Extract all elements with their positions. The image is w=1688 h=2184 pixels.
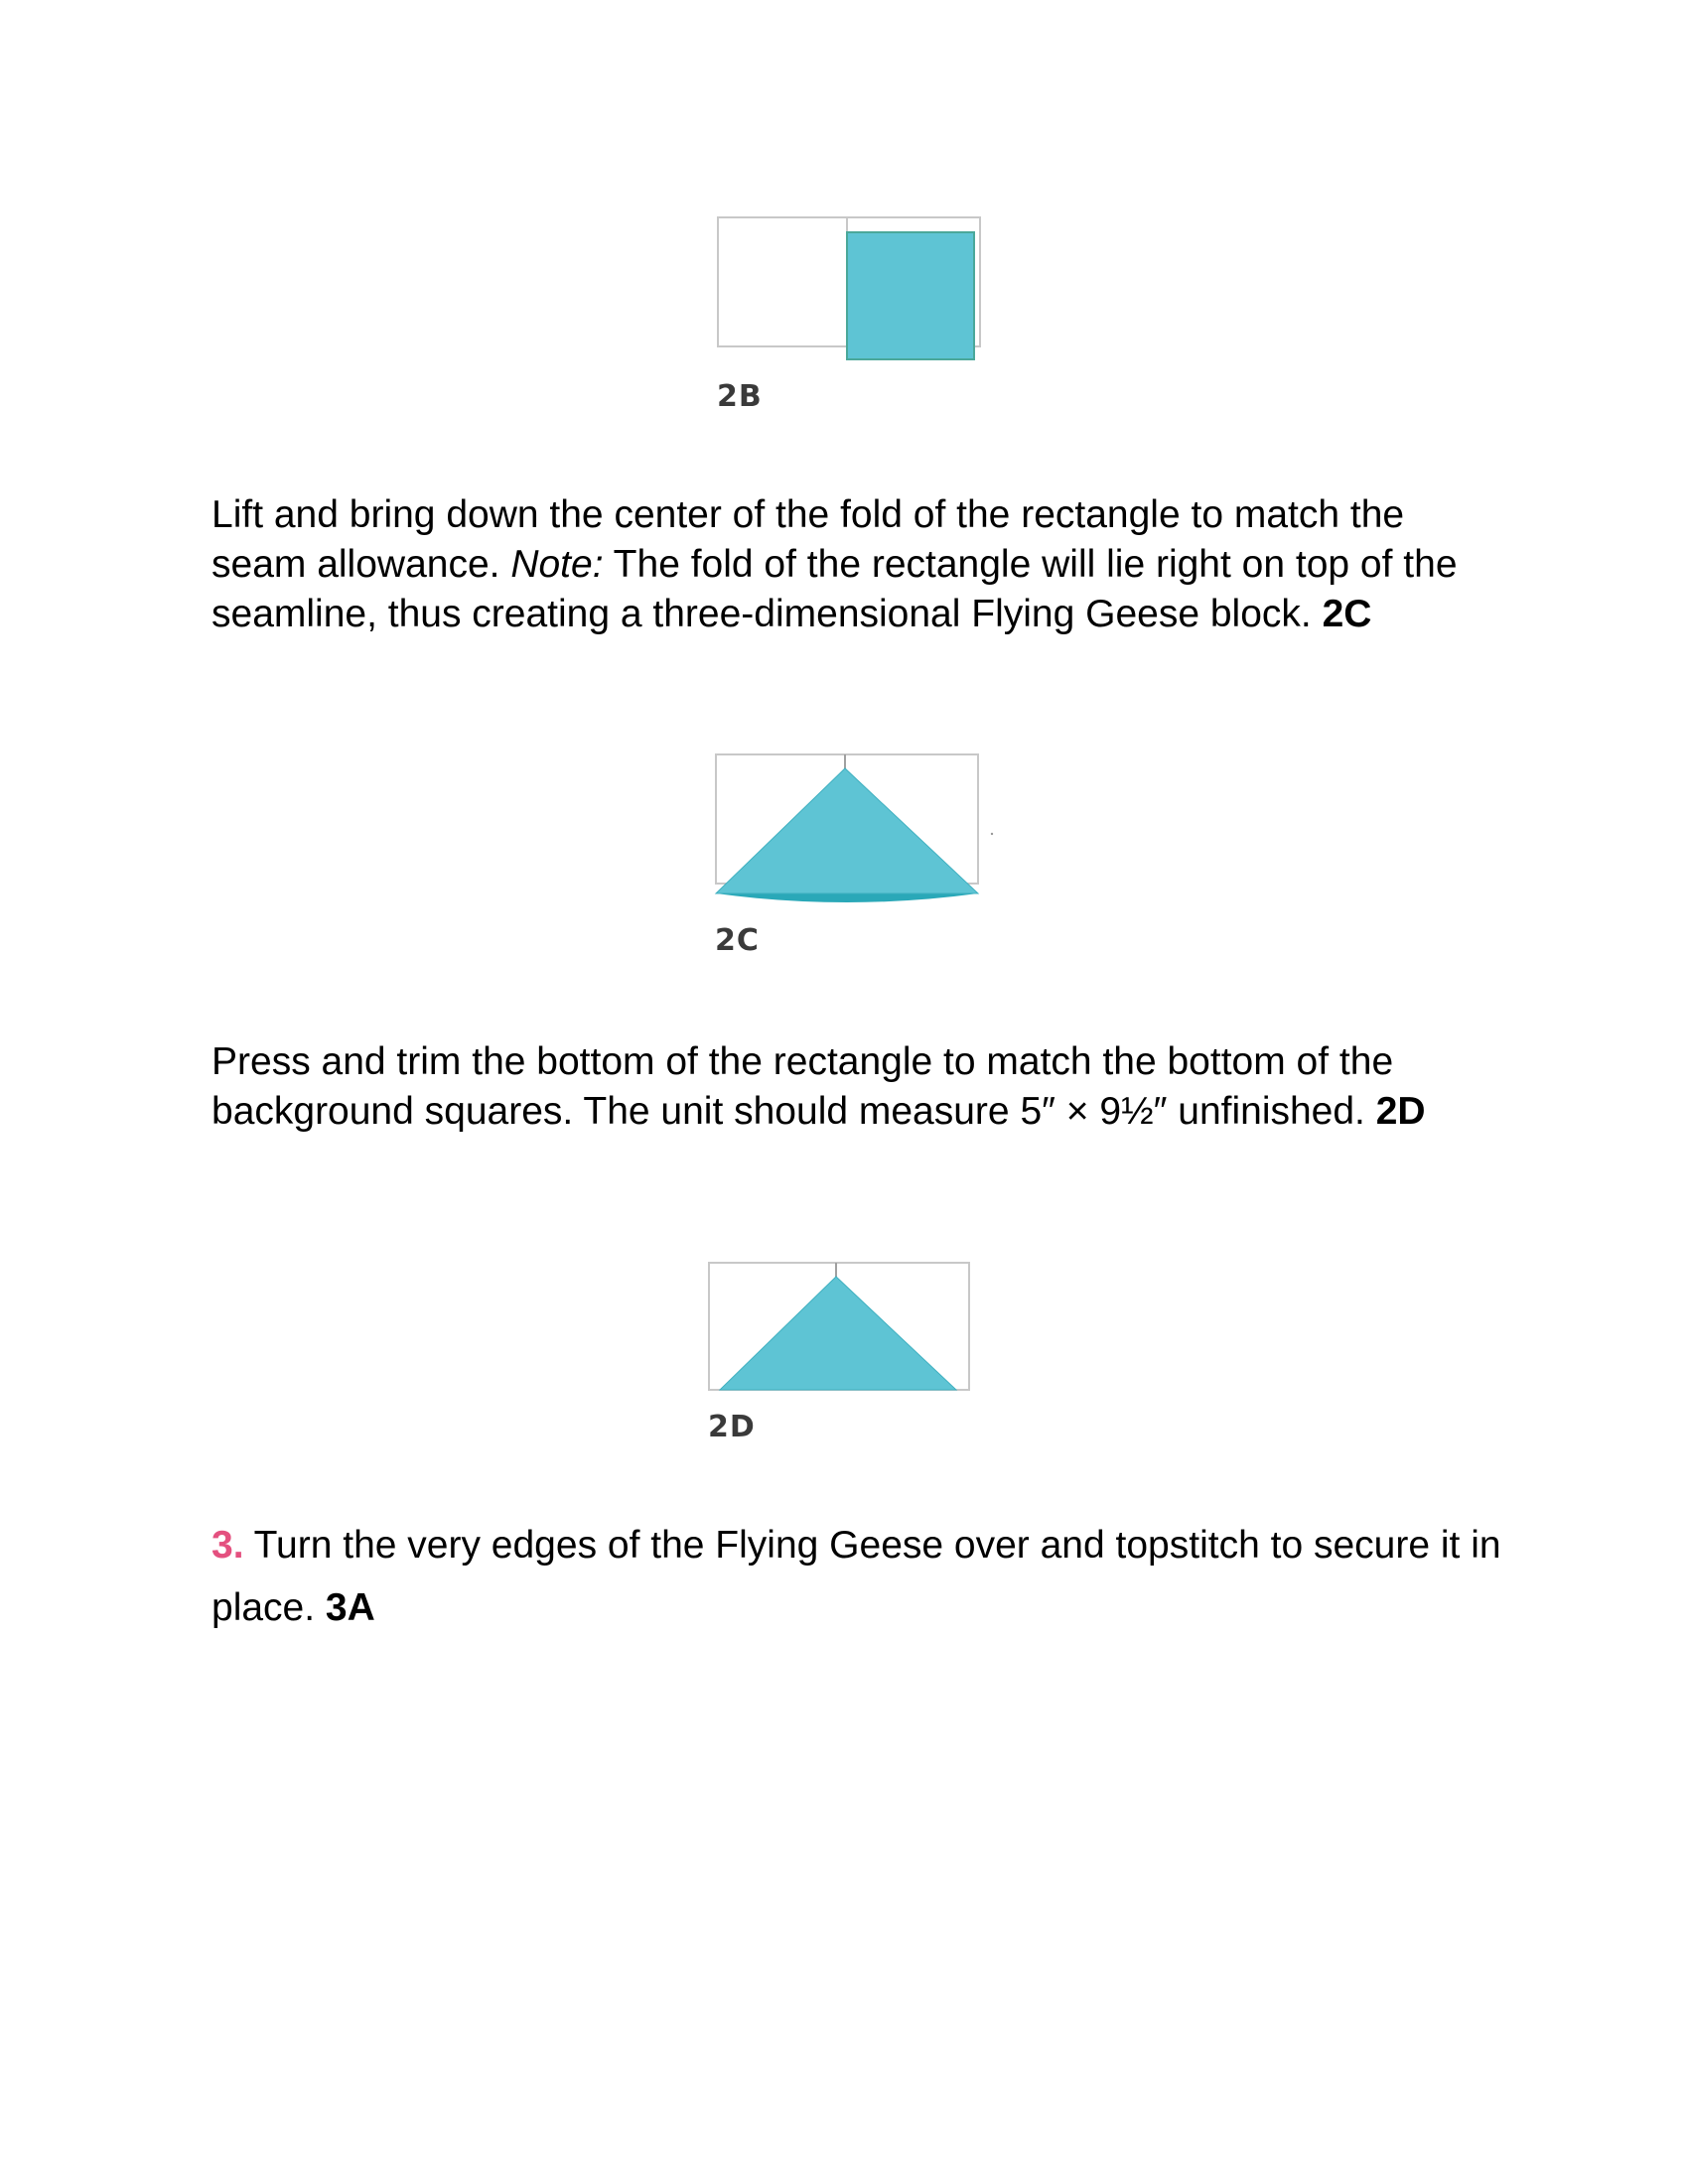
instruction-text: Press and trim the bottom of the rectangle to match the bottom of the background squares. The unit should measure 5″ × 9½″ unfinished. [211, 1040, 1394, 1133]
figure-2b-diagram [717, 216, 985, 365]
note-label: Note: [510, 543, 604, 586]
instruction-text: Lift and bring down the center of the fold of the rectangle to match the seam allowance. [211, 493, 1405, 586]
figure-2b [717, 216, 985, 365]
figure-label-2c: 2C [715, 923, 760, 958]
instruction-paragraph-step-3 [211, 1514, 1502, 1639]
figure-reference: 2D [1375, 1090, 1426, 1133]
figure-2d-diagram [708, 1261, 976, 1400]
figure-label-2d: 2D [708, 1410, 756, 1444]
background-square-left [718, 217, 847, 346]
figure-reference: 2C [1322, 593, 1372, 635]
figure-2c [715, 752, 1003, 911]
figure-2c-diagram [715, 752, 1003, 911]
stray-mark [991, 833, 993, 835]
instruction-paragraph-2d [211, 1037, 1502, 1137]
fabric-square [847, 232, 974, 359]
figure-reference: 3A [325, 1586, 375, 1629]
figure-2d [708, 1261, 976, 1400]
folded-fabric-edge [716, 893, 978, 902]
step-number: 3. [211, 1524, 244, 1567]
figure-label-2b: 2B [717, 379, 763, 414]
instruction-text: The fold of the rectangle will lie right on top of the seamline, thus creating a three-dimensional Flying Geese block. [211, 543, 1458, 635]
instruction-text: Turn the very edges of the Flying Geese over and topstitch to secure it in place. [211, 1524, 1501, 1629]
instruction-paragraph-2c [211, 490, 1502, 639]
